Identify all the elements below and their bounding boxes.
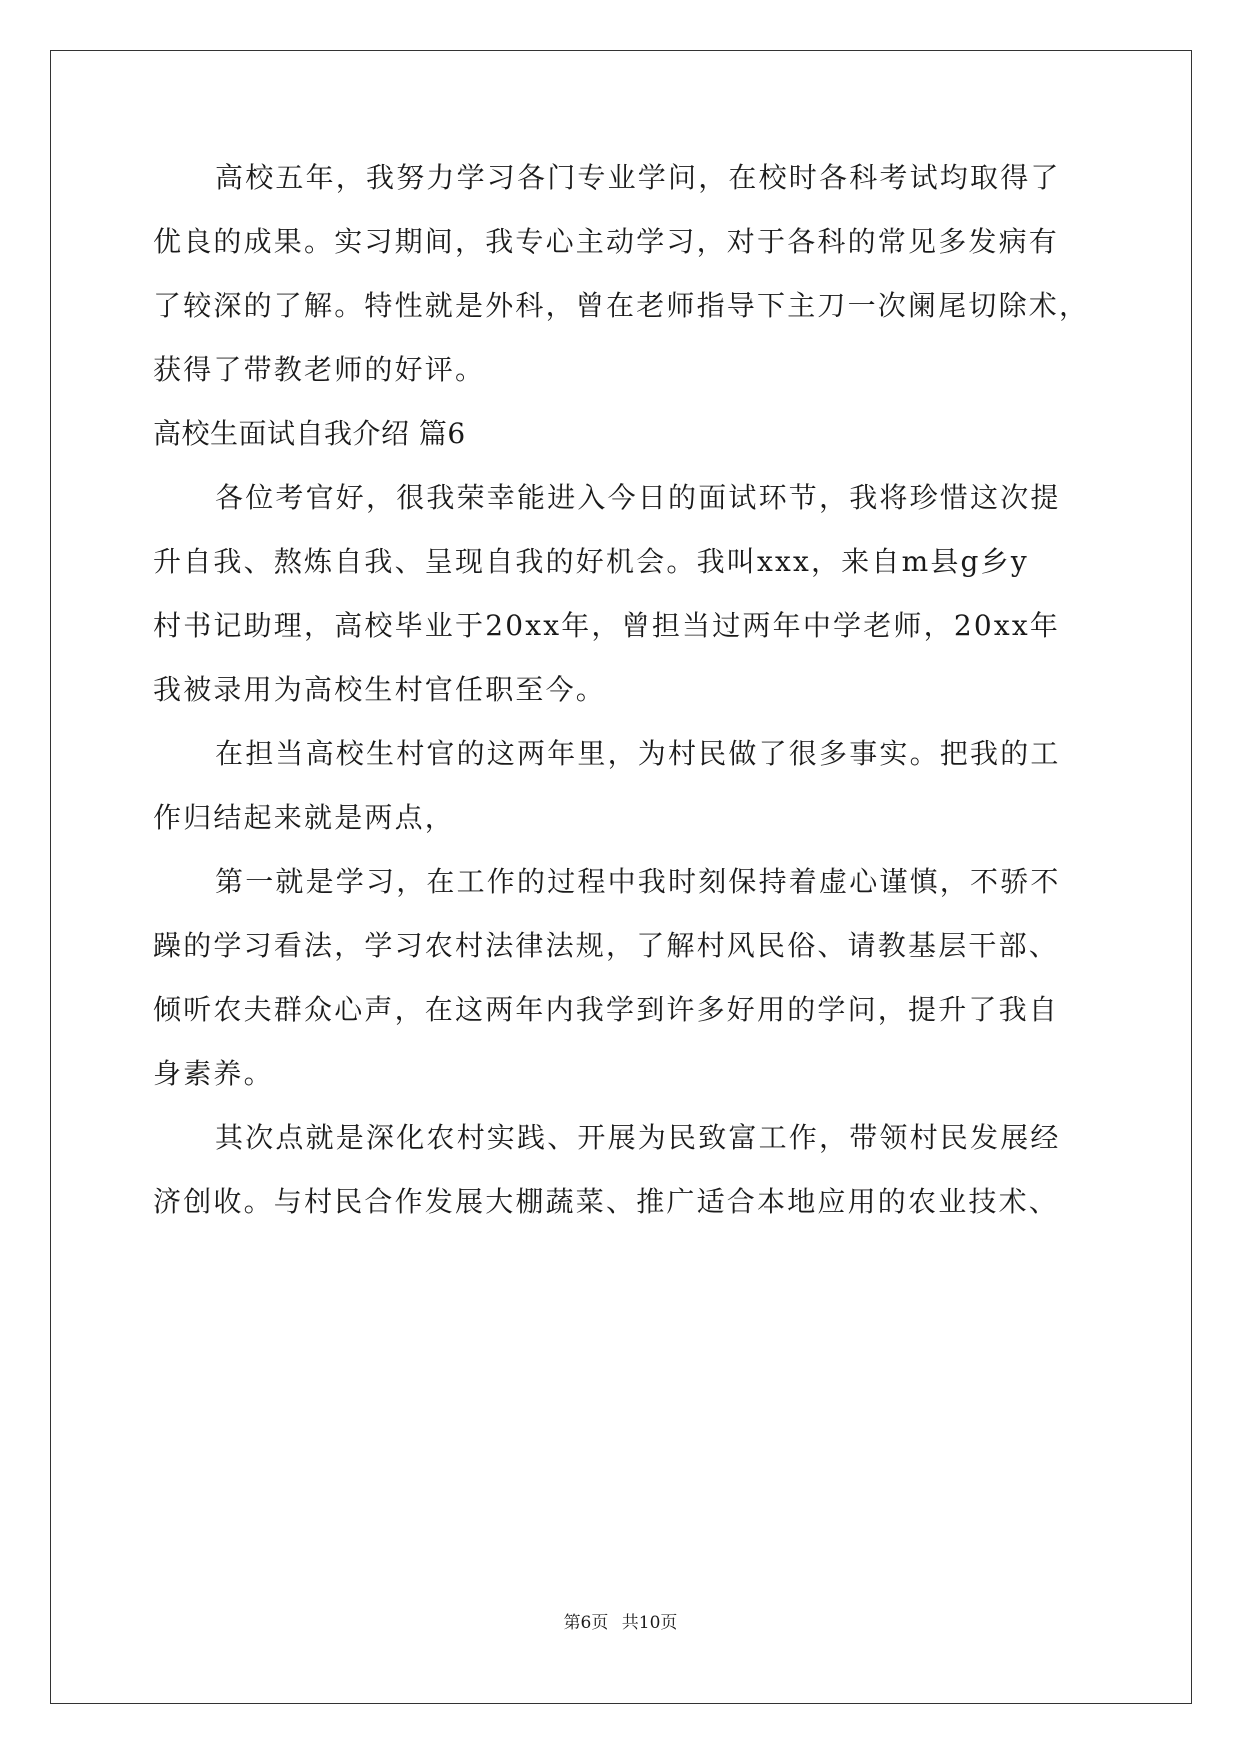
paragraph-line: 济创收。与村民合作发展大棚蔬菜、推广适合本地应用的农业技术、	[153, 1185, 1060, 1218]
paragraph-line: 身素养。	[153, 1057, 274, 1090]
section-heading: 高校生面试自我介绍 篇6	[153, 417, 466, 450]
page-number: 第6页	[563, 1613, 609, 1633]
paragraph-line: 高校五年，我努力学习各门专业学问，在校时各科考试均取得了	[215, 161, 1061, 194]
paragraph-line: 获得了带教老师的好评。	[153, 353, 486, 386]
paragraph-line: 在担当高校生村官的这两年里，为村民做了很多事实。把我的工	[215, 737, 1061, 770]
paragraph-line: 优良的成果。实习期间，我专心主动学习，对于各科的常见多发病有	[153, 225, 1060, 258]
paragraph-line: 了较深的了解。特性就是外科，曾在老师指导下主刀一次阑尾切除术，	[153, 289, 1090, 322]
paragraph-line: 村书记助理，高校毕业于20xx年，曾担当过两年中学老师，20xx年	[153, 609, 1061, 642]
paragraph-line: 作归结起来就是两点，	[153, 801, 456, 834]
paragraph-line: 倾听农夫群众心声，在这两年内我学到许多好用的学问，提升了我自	[153, 993, 1060, 1026]
paragraph-line: 第一就是学习，在工作的过程中我时刻保持着虚心谨慎，不骄不	[215, 865, 1061, 898]
paragraph-line: 各位考官好，很我荣幸能进入今日的面试环节，我将珍惜这次提	[215, 481, 1061, 514]
page-total: 共10页	[621, 1613, 678, 1633]
paragraph-line: 其次点就是深化农村实践、开展为民致富工作，带领村民发展经	[215, 1121, 1061, 1154]
paragraph-line: 我被录用为高校生村官任职至今。	[153, 673, 607, 706]
paragraph-line: 升自我、熬炼自我、呈现自我的好机会。我叫xxx，来自m县g乡y	[153, 545, 1029, 578]
page-footer	[0, 1612, 1241, 1634]
paragraph-line: 躁的学习看法，学习农村法律法规，了解村风民俗、请教基层干部、	[153, 929, 1060, 962]
